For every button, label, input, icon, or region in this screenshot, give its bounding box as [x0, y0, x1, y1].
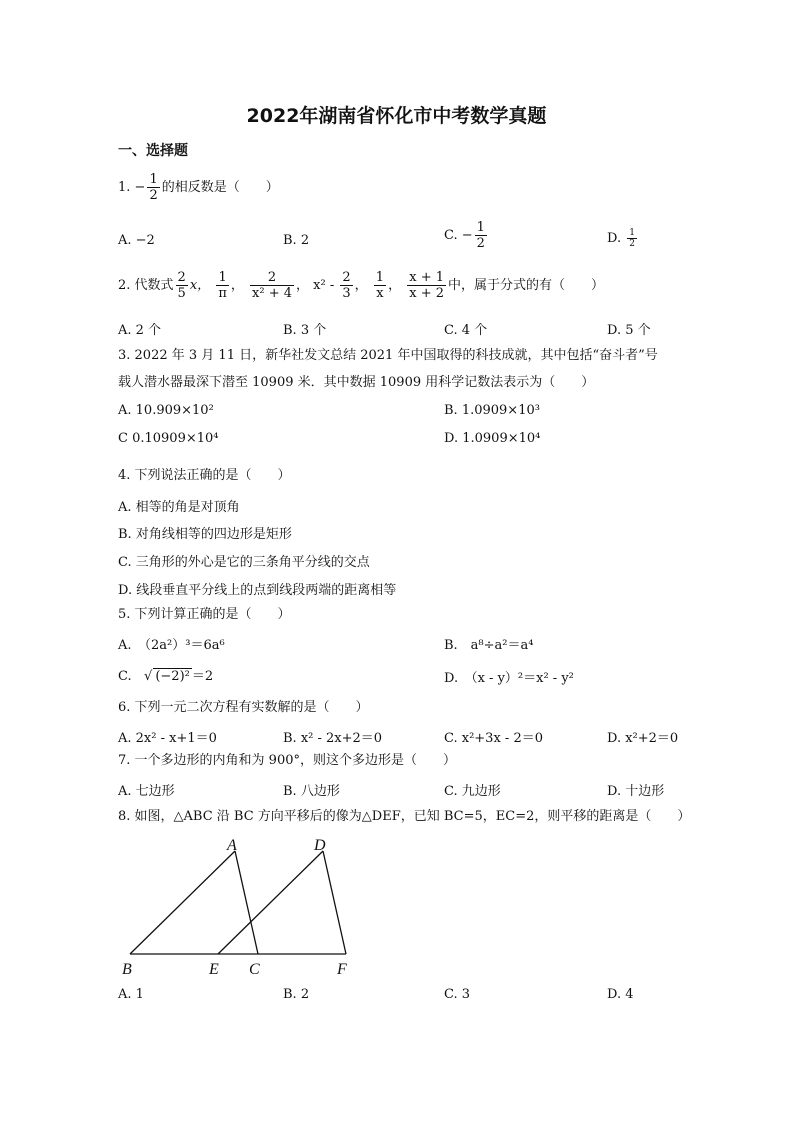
- segment-de: [218, 851, 323, 954]
- sqrt-icon: √: [144, 669, 153, 684]
- q2-option-b[interactable]: B. 3 个: [283, 323, 327, 338]
- q8-option-b[interactable]: B. 2: [283, 987, 310, 1002]
- q6-option-d[interactable]: D. x²+2＝0: [607, 731, 679, 746]
- q2-option-d[interactable]: D. 5 个: [607, 323, 651, 338]
- q3-option-b[interactable]: B. 1.0909×10³: [444, 403, 540, 418]
- segment-df: [323, 851, 346, 954]
- q3-option-d[interactable]: D. 1.0909×10⁴: [444, 431, 541, 446]
- page-title: 2022年湖南省怀化市中考数学真题: [246, 105, 547, 127]
- question-1: [118, 172, 279, 203]
- q5-option-b[interactable]: B. a⁸÷a²＝a⁴: [444, 638, 534, 653]
- q6-option-b[interactable]: B. x² - 2x+2＝0: [283, 731, 383, 746]
- minus-sign: −: [134, 180, 146, 195]
- question-6: 6. 下列一元二次方程有实数解的是（ ）: [118, 700, 369, 715]
- label-d: D: [314, 837, 326, 854]
- label-b: B: [122, 961, 132, 978]
- q1-option-b[interactable]: B. 2: [283, 233, 310, 248]
- q7-option-b[interactable]: B. 八边形: [283, 784, 340, 799]
- question-4: 4. 下列说法正确的是（ ）: [118, 468, 291, 483]
- question-8: 8. 如图，△ABC 沿 BC 方向平移后的像为△DEF，已知 BC=5，EC=2，则平移的距离是（ ）: [118, 809, 691, 824]
- section-heading: 一、选择题: [118, 143, 188, 159]
- q5-option-a[interactable]: A. （2a²）³＝6a⁶: [118, 638, 225, 653]
- q5-option-c[interactable]: C. √ (−2)² ＝2: [118, 669, 214, 684]
- q8-option-a[interactable]: A. 1: [118, 987, 144, 1002]
- q4-option-c[interactable]: C. 三角形的外心是它的三条角平分线的交点: [118, 555, 370, 570]
- segment-ab: [130, 851, 235, 954]
- question-7: 7. 一个多边形的内角和为 900°，则这个多边形是（ ）: [118, 753, 456, 768]
- q4-option-d[interactable]: D. 线段垂直平分线上的点到线段两端的距离相等: [118, 583, 397, 598]
- q5-option-d[interactable]: D. （x - y）²＝x² - y²: [444, 671, 574, 686]
- label-f: F: [337, 961, 347, 978]
- q7-option-d[interactable]: D. 十边形: [607, 784, 665, 799]
- question-3-line-2: 载人潜水器最深下潜至 10909 米．其中数据 10909 用科学记数法表示为（ ）: [118, 375, 595, 390]
- q8-option-d[interactable]: D. 4: [607, 987, 634, 1002]
- fraction: $\frac{1}{2}$: [149, 172, 158, 203]
- q1-option-d[interactable]: D. $\frac{1}{2}$: [607, 228, 635, 249]
- question-2: 2. 代数式 $\frac{2}{5}$ x， $\frac{1}{\pi}$ ， $\frac{2}{\text{x² + 4}}$ ， x² - $\frac{2}{3}$ ， $\frac{1}{x}$ ， $\frac{x + 1}{x + 2}$ 中，属于分式的有（ ）: [118, 270, 605, 301]
- q4-option-b[interactable]: B. 对角线相等的四边形是矩形: [118, 527, 292, 542]
- q4-option-a[interactable]: A. 相等的角是对顶角: [118, 500, 240, 515]
- question-number: 1.: [118, 180, 131, 195]
- q8-option-c[interactable]: C. 3: [444, 987, 471, 1002]
- question-5: 5. 下列计算正确的是（ ）: [118, 607, 291, 622]
- question-3-line-1: 3. 2022 年 3 月 11 日，新华社发文总结 2021 年中国取得的科技成就，其中包括“奋斗者”号: [118, 348, 658, 363]
- q1-option-c[interactable]: C. − $\frac{1}{2}$: [444, 220, 485, 251]
- q6-option-c[interactable]: C. x²+3x - 2＝0: [444, 731, 543, 746]
- segment-ac: [235, 851, 258, 954]
- translation-figure: [110, 835, 370, 980]
- q3-option-c[interactable]: C 0.10909×10⁴: [118, 431, 219, 446]
- label-a: A: [227, 837, 237, 854]
- label-e: E: [209, 961, 219, 978]
- q1-option-a[interactable]: A. −2: [118, 233, 155, 248]
- q7-option-c[interactable]: C. 九边形: [444, 784, 501, 799]
- q2-option-a[interactable]: A. 2 个: [118, 323, 162, 338]
- question-stem: 的相反数是（ ）: [161, 180, 279, 195]
- q3-option-a[interactable]: A. 10.909×10²: [118, 403, 214, 418]
- q7-option-a[interactable]: A. 七边形: [118, 784, 175, 799]
- q2-option-c[interactable]: C. 4 个: [444, 323, 488, 338]
- q6-option-a[interactable]: A. 2x² - x+1＝0: [118, 731, 217, 746]
- label-c: C: [249, 961, 260, 978]
